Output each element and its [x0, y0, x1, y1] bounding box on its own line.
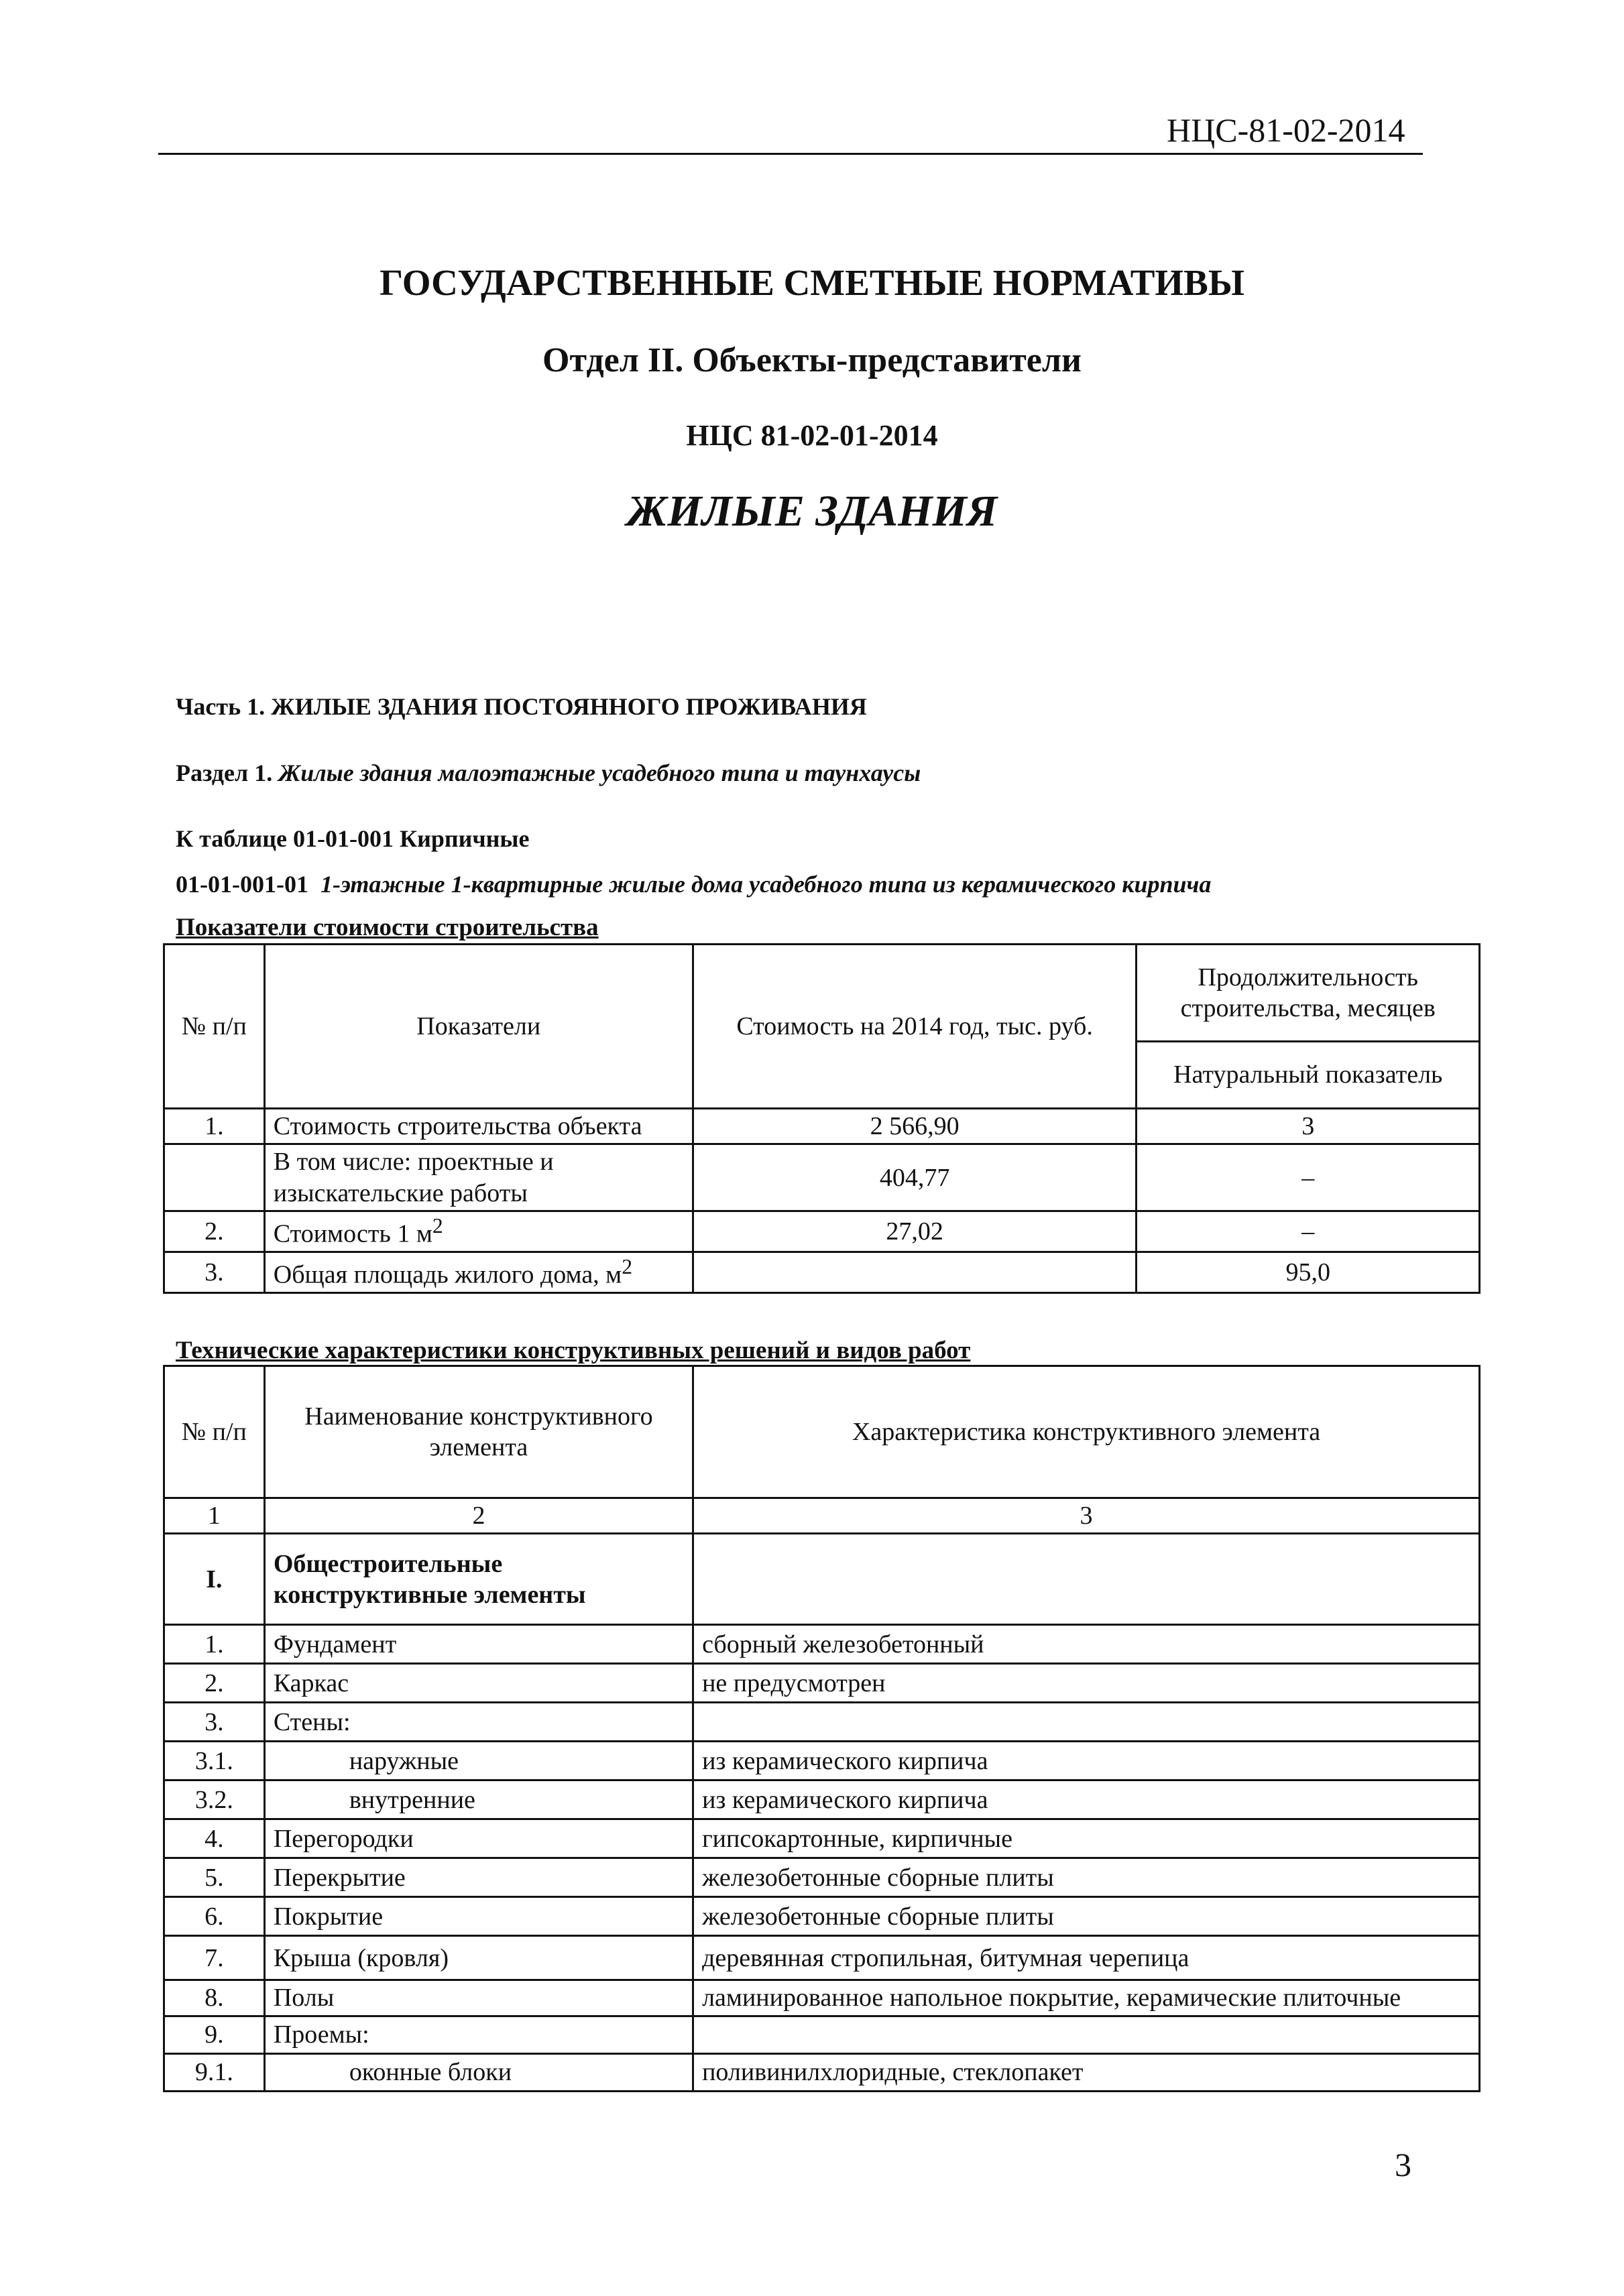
- table-row: [164, 1936, 1480, 1980]
- main-title: ГОСУДАРСТВЕННЫЕ СМЕТНЫЕ НОРМАТИВЫ: [380, 262, 1244, 303]
- header-indicator: Показатели: [264, 945, 693, 1109]
- table-row: [164, 1144, 1480, 1211]
- cost-table-caption: Показатели стоимости строительства: [176, 914, 599, 941]
- cell-cost: 404,77: [693, 1144, 1137, 1211]
- cell-name: наружные: [264, 1742, 693, 1780]
- cell-num: 9.: [164, 2016, 265, 2053]
- cell-num: [164, 1144, 265, 1211]
- razdel-text: Жилые здания малоэтажные усадебного типа и таунхаусы: [278, 760, 921, 786]
- indicator-text: Общая площадь жилого дома, м: [273, 1260, 622, 1289]
- cell-value: 3: [1137, 1109, 1480, 1144]
- cell-name: Проемы:: [264, 2016, 693, 2053]
- cell-char: не предусмотрен: [693, 1664, 1480, 1703]
- indicator-text: Стоимость 1 м: [273, 1219, 432, 1248]
- cell-char: ламинированное напольное покрытие, керамические плиточные: [693, 1980, 1480, 2016]
- cell-num: 3.: [164, 1703, 265, 1742]
- tech-table: [163, 1365, 1481, 2092]
- col-number: 1: [164, 1498, 265, 1534]
- table-row: [164, 2016, 1480, 2053]
- part-heading: Часть 1. ЖИЛЫЕ ЗДАНИЯ ПОСТОЯННОГО ПРОЖИВАНИЯ: [176, 693, 867, 720]
- cell-num: 9.1.: [164, 2053, 265, 2091]
- cell-name: Перегородки: [264, 1819, 693, 1858]
- cell-num: 7.: [164, 1936, 265, 1980]
- table-row: [164, 2053, 1480, 2091]
- cell-num: 4.: [164, 1819, 265, 1858]
- cell-char: поливинилхлоридные, стеклопакет: [693, 2053, 1480, 2091]
- cell-cost: [693, 1252, 1137, 1293]
- department-title: Отдел II. Объекты-представители: [542, 341, 1082, 379]
- cell-num: 2.: [164, 1211, 265, 1252]
- cell-name: Стены:: [264, 1703, 693, 1742]
- tech-table-caption: Технические характеристики конструктивных решений и видов работ: [176, 1337, 971, 1364]
- cell-char: из керамического кирпича: [693, 1742, 1480, 1780]
- table-row: [164, 1897, 1480, 1936]
- header-rule: [158, 153, 1423, 155]
- cell-char: деревянная стропильная, битумная черепица: [693, 1936, 1480, 1980]
- cell-char: из керамического кирпича: [693, 1780, 1480, 1819]
- cell-indicator: [264, 1211, 693, 1252]
- superscript: 2: [432, 1214, 443, 1238]
- table-row: [164, 1109, 1480, 1144]
- page-number: 3: [1395, 2146, 1411, 2183]
- table-row: [164, 1625, 1480, 1664]
- cell-name: оконные блоки: [264, 2053, 693, 2091]
- cell-char: [693, 1703, 1480, 1742]
- cell-name: Полы: [264, 1980, 693, 2016]
- header-duration: Продолжительность строительства, месяцев: [1137, 945, 1480, 1042]
- header-num: № п/п: [164, 1366, 265, 1498]
- table-row: [164, 1252, 1480, 1293]
- cell-num: 5.: [164, 1858, 265, 1897]
- cell-name: Каркас: [264, 1664, 693, 1703]
- group-row: [164, 1534, 1480, 1625]
- table-row: [164, 1858, 1480, 1897]
- group-name: Общестроительные конструктивные элементы: [264, 1534, 693, 1625]
- header-num: № п/п: [164, 945, 265, 1109]
- cell-indicator: [264, 1252, 693, 1293]
- cell-char: гипсокартонные, кирпичные: [693, 1819, 1480, 1858]
- col-number: 2: [264, 1498, 693, 1534]
- item-text: 1-этажные 1-квартирные жилые дома усадебного типа из керамического кирпича: [320, 871, 1212, 898]
- cell-indicator: Стоимость строительства объекта: [264, 1109, 693, 1144]
- table-row: [164, 1980, 1480, 2016]
- cell-num: 1.: [164, 1625, 265, 1664]
- cell-num: 3.2.: [164, 1780, 265, 1819]
- cell-value: –: [1137, 1211, 1480, 1252]
- header-char: Характеристика конструктивного элемента: [693, 1366, 1480, 1498]
- subject-title: ЖИЛЫЕ ЗДАНИЯ: [626, 487, 998, 536]
- table-reference: К таблице 01-01-001 Кирпичные: [176, 825, 530, 852]
- cell-num: 2.: [164, 1664, 265, 1703]
- cell-cost: 2 566,90: [693, 1109, 1137, 1144]
- table-row: [164, 1703, 1480, 1742]
- cell-name: Перекрытие: [264, 1858, 693, 1897]
- header-cost: Стоимость на 2014 год, тыс. руб.: [693, 945, 1137, 1109]
- cell-num: 3.1.: [164, 1742, 265, 1780]
- group-char: [693, 1534, 1480, 1625]
- header-natural: Натуральный показатель: [1137, 1042, 1480, 1109]
- cell-name: Крыша (кровля): [264, 1936, 693, 1980]
- cell-char: железобетонные сборные плиты: [693, 1897, 1480, 1936]
- cell-char: сборный железобетонный: [693, 1625, 1480, 1664]
- table-row: [164, 1780, 1480, 1819]
- item-code: 01-01-001-01: [176, 871, 308, 898]
- cost-table: [163, 943, 1481, 1294]
- superscript: 2: [622, 1255, 633, 1279]
- cell-char: [693, 2016, 1480, 2053]
- cell-indicator: В том числе: проектные и изыскательские работы: [264, 1144, 693, 1211]
- item-heading: [176, 870, 1211, 898]
- header-name: Наименование конструктивного элемента: [264, 1366, 693, 1498]
- cell-value: 95,0: [1137, 1252, 1480, 1293]
- table-row: [164, 1664, 1480, 1703]
- table-row: [164, 1742, 1480, 1780]
- col-number: 3: [693, 1498, 1480, 1534]
- cell-name: внутренние: [264, 1780, 693, 1819]
- cell-num: 8.: [164, 1980, 265, 2016]
- cell-name: Покрытие: [264, 1897, 693, 1936]
- cell-num: 1.: [164, 1109, 265, 1144]
- document-code: НЦС-81-02-2014: [1167, 111, 1405, 149]
- cell-num: 6.: [164, 1897, 265, 1936]
- cell-num: 3.: [164, 1252, 265, 1293]
- cell-value: –: [1137, 1144, 1480, 1211]
- table-row: [164, 1211, 1480, 1252]
- cell-char: железобетонные сборные плиты: [693, 1858, 1480, 1897]
- column-number-row: [164, 1498, 1480, 1534]
- group-num: I.: [164, 1534, 265, 1625]
- cell-name: Фундамент: [264, 1625, 693, 1664]
- razdel-label: Раздел 1.: [176, 760, 273, 786]
- table-row: [164, 1819, 1480, 1858]
- cell-cost: 27,02: [693, 1211, 1137, 1252]
- razdel-heading: [176, 759, 921, 787]
- norm-code: НЦС 81-02-01-2014: [686, 419, 938, 452]
